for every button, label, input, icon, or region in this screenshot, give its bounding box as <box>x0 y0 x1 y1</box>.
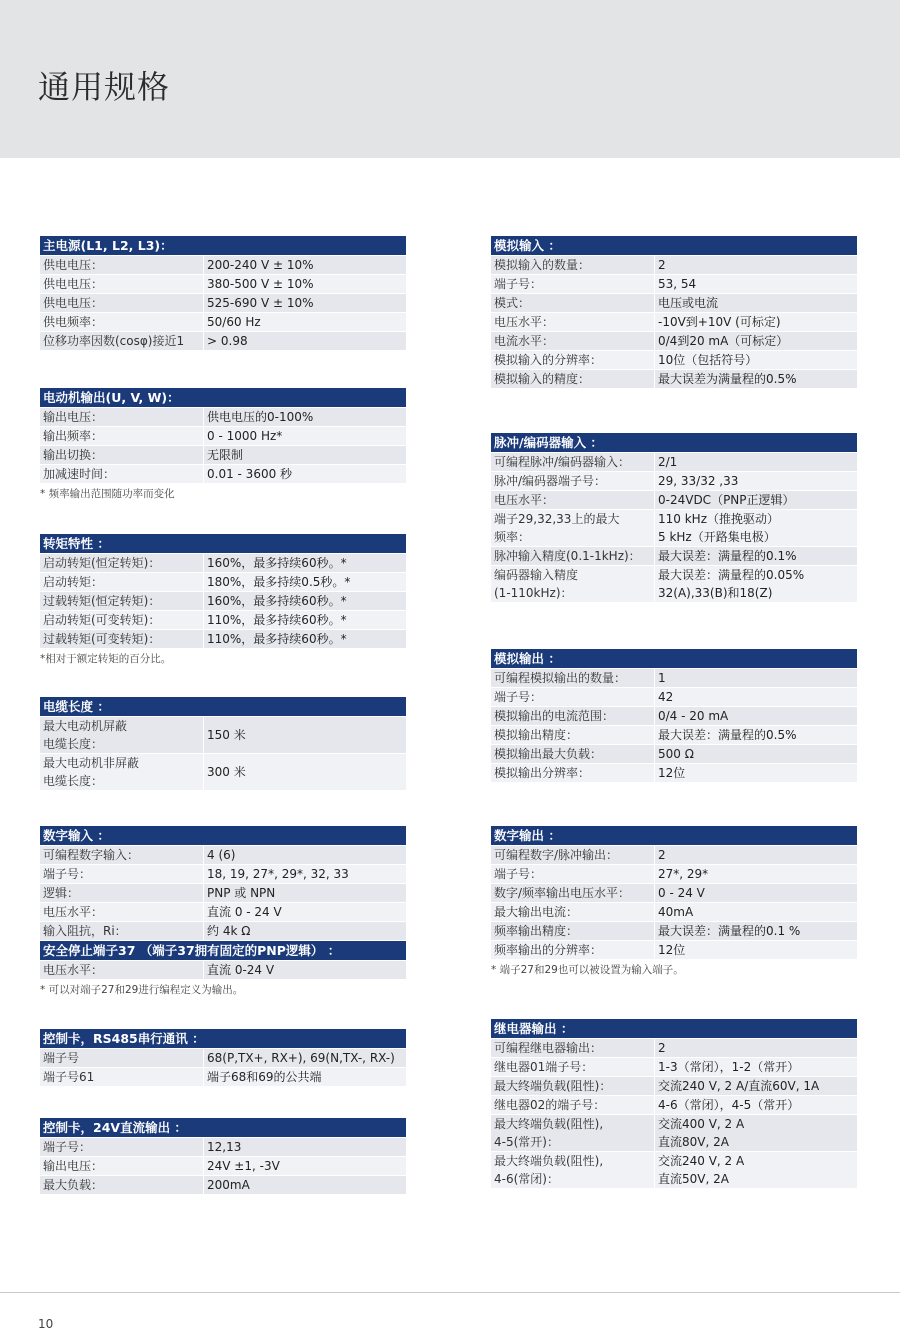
spec-table-analog-output <box>491 649 857 783</box>
row-label: 电压水平： <box>491 313 654 331</box>
table-row <box>491 764 857 783</box>
table-row <box>491 313 857 332</box>
row-value: 电压或电流 <box>654 294 857 312</box>
row-value: 2 <box>654 1039 857 1057</box>
table-row <box>40 1157 406 1176</box>
row-value: 200-240 V ± 10% <box>203 256 406 274</box>
table-row <box>491 351 857 370</box>
row-value: 供电电压的0-100% <box>203 408 406 426</box>
row-label: 端子号61 <box>40 1068 203 1086</box>
table-footnote: *相对于额定转矩的百分比。 <box>40 653 172 665</box>
table-row <box>491 547 857 566</box>
row-label: 最大负载： <box>40 1176 203 1194</box>
table-row <box>491 1058 857 1077</box>
row-value: 40mA <box>654 903 857 921</box>
row-label: 可编程模拟输出的数量： <box>491 669 654 687</box>
row-value: 10位（包括符号） <box>654 351 857 369</box>
table-row <box>491 566 857 603</box>
footer-divider <box>0 1292 900 1293</box>
page-title: 通用规格 <box>38 68 171 106</box>
table-row <box>491 745 857 764</box>
table-footnote: * 可以对端子27和29进行编程定义为输出。 <box>40 984 244 996</box>
spec-table-motor-output <box>40 388 406 501</box>
table-row <box>491 1096 857 1115</box>
row-label: 启动转矩(可变转矩)： <box>40 611 203 629</box>
table-row <box>40 256 406 275</box>
row-label: 最大终端负载(阻性), 4-5(常开)： <box>491 1115 654 1151</box>
spec-table-24v-output <box>40 1118 406 1195</box>
table-row <box>491 1077 857 1096</box>
row-value: 160%，最多持续60秒。* <box>203 592 406 610</box>
table-row <box>40 554 406 573</box>
table-header: 模拟输入 ： <box>491 236 857 256</box>
row-label: 供电频率： <box>40 313 203 331</box>
row-label: 端子号： <box>40 865 203 883</box>
row-value: 27*, 29* <box>654 865 857 883</box>
row-label: 最大电动机屏蔽 电缆长度： <box>40 717 203 753</box>
table-row <box>40 961 406 980</box>
spec-table-pulse-input <box>491 433 857 603</box>
row-label: 端子号： <box>491 275 654 293</box>
row-value: -10V到+10V (可标定) <box>654 313 857 331</box>
row-value: 1-3（常闭），1-2（常开） <box>654 1058 857 1076</box>
row-value: 2 <box>654 846 857 864</box>
table-row <box>40 903 406 922</box>
row-value: 24V ±1, -3V <box>203 1157 406 1175</box>
spec-table-cable-length <box>40 697 406 791</box>
table-row <box>40 865 406 884</box>
table-row <box>491 884 857 903</box>
row-value: 最大误差：满量程的0.1 % <box>654 922 857 940</box>
row-value: 110 kHz（推挽驱动） 5 kHz（开路集电极） <box>654 510 857 546</box>
row-value: 0/4到20 mA（可标定） <box>654 332 857 350</box>
row-value: 12位 <box>654 941 857 959</box>
row-label: 加减速时间： <box>40 465 203 483</box>
table-row <box>40 1138 406 1157</box>
table-row <box>40 1049 406 1068</box>
table-header: 转矩特性 ： <box>40 534 406 554</box>
row-value: 500 Ω <box>654 745 857 763</box>
row-value: 110%，最多持续60秒。* <box>203 630 406 648</box>
row-label: 可编程继电器输出： <box>491 1039 654 1057</box>
table-row <box>40 427 406 446</box>
table-header: 控制卡，24V直流输出 ： <box>40 1118 406 1138</box>
table-header: 数字输出 ： <box>491 826 857 846</box>
row-value: 直流 0 - 24 V <box>203 903 406 921</box>
row-label: 脉冲/编码器端子号： <box>491 472 654 490</box>
row-label: 输出切换： <box>40 446 203 464</box>
row-value: 约 4k Ω <box>203 922 406 940</box>
row-label: 模拟输出精度： <box>491 726 654 744</box>
row-label: 电压水平： <box>40 961 203 979</box>
row-label: 逻辑： <box>40 884 203 902</box>
row-label: 电压水平： <box>40 903 203 921</box>
row-value: 0 - 24 V <box>654 884 857 902</box>
table-row <box>40 611 406 630</box>
table-row <box>40 408 406 427</box>
table-row <box>491 865 857 884</box>
row-value: 最大误差：满量程的0.05% 32(A),33(B)和18(Z) <box>654 566 857 602</box>
row-value: 68(P,TX+, RX+), 69(N,TX-, RX-) <box>203 1049 406 1067</box>
table-row <box>491 1039 857 1058</box>
row-value: 18, 19, 27*, 29*, 32, 33 <box>203 865 406 883</box>
row-value: 180%，最多持续0.5秒。* <box>203 573 406 591</box>
table-header: 模拟输出 ： <box>491 649 857 669</box>
row-value: 最大误差：满量程的0.1% <box>654 547 857 565</box>
table-header: 电动机输出(U, V, W)： <box>40 388 406 408</box>
table-row <box>491 370 857 389</box>
row-label: 端子号： <box>491 865 654 883</box>
row-value: 525-690 V ± 10% <box>203 294 406 312</box>
row-label: 端子号： <box>491 688 654 706</box>
table-header: 电缆长度 ： <box>40 697 406 717</box>
row-label: 脉冲输入精度(0.1-1kHz)： <box>491 547 654 565</box>
row-value: 160%，最多持续60秒。* <box>203 554 406 572</box>
table-row <box>40 884 406 903</box>
row-label: 数字/频率输出电压水平： <box>491 884 654 902</box>
row-label: 模拟输出的电流范围： <box>491 707 654 725</box>
spec-table-main-power <box>40 236 406 351</box>
table-row <box>40 573 406 592</box>
row-label: 过载转矩(可变转矩)： <box>40 630 203 648</box>
row-label: 继电器01端子号： <box>491 1058 654 1076</box>
table-row <box>491 846 857 865</box>
table-row <box>491 294 857 313</box>
row-value: 直流 0-24 V <box>203 961 406 979</box>
spec-table-analog-input <box>491 236 857 389</box>
row-label: 可编程脉冲/编码器输入： <box>491 453 654 471</box>
table-row <box>491 688 857 707</box>
spec-table-relay-output <box>491 1019 857 1189</box>
row-label: 最大电动机非屏蔽 电缆长度： <box>40 754 203 790</box>
row-value: 4-6（常闭），4-5（常开） <box>654 1096 857 1114</box>
row-label: 继电器02的端子号： <box>491 1096 654 1114</box>
row-label: 端子号： <box>40 1138 203 1156</box>
table-row <box>40 592 406 611</box>
row-value: 2/1 <box>654 453 857 471</box>
row-label: 端子29,32,33上的最大 频率： <box>491 510 654 546</box>
row-label: 输出电压： <box>40 1157 203 1175</box>
row-value: 2 <box>654 256 857 274</box>
spec-table-torque <box>40 534 406 666</box>
table-row <box>491 941 857 960</box>
row-value: 50/60 Hz <box>203 313 406 331</box>
table-row <box>491 332 857 351</box>
row-label: 供电电压： <box>40 294 203 312</box>
table-footnote: * 频率输出范围随功率而变化 <box>40 488 175 500</box>
row-label: 输入阻抗，Ri： <box>40 922 203 940</box>
table-header: 数字输入 ： <box>40 826 406 846</box>
row-label: 模拟输出最大负载： <box>491 745 654 763</box>
table-subheader: 安全停止端子37 （端子37拥有固定的PNP逻辑） ： <box>40 941 406 961</box>
row-label: 最大终端负载(阻性)： <box>491 1077 654 1095</box>
table-row <box>491 726 857 745</box>
row-label: 电流水平： <box>491 332 654 350</box>
row-value: PNP 或 NPN <box>203 884 406 902</box>
table-row <box>40 294 406 313</box>
table-header: 控制卡，RS485串行通讯 ： <box>40 1029 406 1049</box>
row-label: 启动转矩(恒定转矩)： <box>40 554 203 572</box>
row-label: 频率输出精度： <box>491 922 654 940</box>
row-label: 输出电压： <box>40 408 203 426</box>
table-row <box>40 332 406 351</box>
table-row <box>491 256 857 275</box>
table-row <box>40 717 406 754</box>
row-value: > 0.98 <box>203 332 406 350</box>
row-label: 电压水平： <box>491 491 654 509</box>
row-label: 可编程数字输入： <box>40 846 203 864</box>
table-row <box>40 1068 406 1087</box>
table-row <box>40 275 406 294</box>
table-header: 继电器输出 ： <box>491 1019 857 1039</box>
row-value: 交流240 V, 2 A 直流50V, 2A <box>654 1152 857 1188</box>
row-label: 最大终端负载(阻性), 4-6(常闭)： <box>491 1152 654 1188</box>
table-row <box>491 1152 857 1189</box>
row-label: 最大输出电流： <box>491 903 654 921</box>
row-value: 1 <box>654 669 857 687</box>
table-row <box>491 453 857 472</box>
table-row <box>40 846 406 865</box>
table-footnote: * 端子27和29也可以被设置为输入端子。 <box>491 964 684 976</box>
row-label: 模拟输入的分辨率： <box>491 351 654 369</box>
row-label: 供电电压： <box>40 275 203 293</box>
table-row <box>491 922 857 941</box>
row-value: 0 - 1000 Hz* <box>203 427 406 445</box>
row-value: 42 <box>654 688 857 706</box>
row-value: 200mA <box>203 1176 406 1194</box>
row-value: 380-500 V ± 10% <box>203 275 406 293</box>
row-value: 交流400 V, 2 A 直流80V, 2A <box>654 1115 857 1151</box>
row-value: 无限制 <box>203 446 406 464</box>
spec-table-digital-output <box>491 826 857 977</box>
row-label: 模拟输入的精度： <box>491 370 654 388</box>
row-value: 0.01 - 3600 秒 <box>203 465 406 483</box>
table-header: 脉冲/编码器输入 ： <box>491 433 857 453</box>
row-value: 300 米 <box>203 754 406 790</box>
page-number: 10 <box>38 1317 54 1331</box>
table-row <box>491 669 857 688</box>
table-row <box>40 446 406 465</box>
row-value: 最大误差：满量程的0.5% <box>654 726 857 744</box>
row-label: 启动转矩： <box>40 573 203 591</box>
row-value: 53, 54 <box>654 275 857 293</box>
table-row <box>491 510 857 547</box>
row-label: 频率输出的分辨率： <box>491 941 654 959</box>
table-row <box>491 903 857 922</box>
row-label: 模拟输出分辨率： <box>491 764 654 782</box>
row-label: 端子号 <box>40 1049 203 1067</box>
row-value: 交流240 V, 2 A/直流60V, 1A <box>654 1077 857 1095</box>
row-label: 位移功率因数(cosφ)接近1 <box>40 332 203 350</box>
row-value: 0-24VDC（PNP正逻辑） <box>654 491 857 509</box>
row-label: 模式： <box>491 294 654 312</box>
table-row <box>491 491 857 510</box>
table-header: 主电源(L1, L2, L3)： <box>40 236 406 256</box>
row-value: 4 (6) <box>203 846 406 864</box>
row-value: 端子68和69的公共端 <box>203 1068 406 1086</box>
row-label: 输出频率： <box>40 427 203 445</box>
row-value: 150 米 <box>203 717 406 753</box>
row-value: 0/4 - 20 mA <box>654 707 857 725</box>
row-label: 编码器输入精度 (1-110kHz)： <box>491 566 654 602</box>
table-row <box>40 630 406 649</box>
spec-table-digital-input <box>40 826 406 997</box>
row-value: 110%，最多持续60秒。* <box>203 611 406 629</box>
row-label: 模拟输入的数量： <box>491 256 654 274</box>
row-value: 29, 33/32 ,33 <box>654 472 857 490</box>
row-label: 过载转矩(恒定转矩)： <box>40 592 203 610</box>
row-value: 12,13 <box>203 1138 406 1156</box>
row-value: 12位 <box>654 764 857 782</box>
table-row <box>491 275 857 294</box>
row-value: 最大误差为满量程的0.5% <box>654 370 857 388</box>
spec-table-rs485 <box>40 1029 406 1087</box>
row-label: 可编程数字/脉冲输出： <box>491 846 654 864</box>
table-row <box>40 1176 406 1195</box>
table-row <box>40 922 406 941</box>
table-row <box>40 754 406 791</box>
table-row <box>40 313 406 332</box>
table-row <box>491 1115 857 1152</box>
row-label: 供电电压： <box>40 256 203 274</box>
table-row <box>491 707 857 726</box>
table-row <box>40 465 406 484</box>
table-row <box>491 472 857 491</box>
